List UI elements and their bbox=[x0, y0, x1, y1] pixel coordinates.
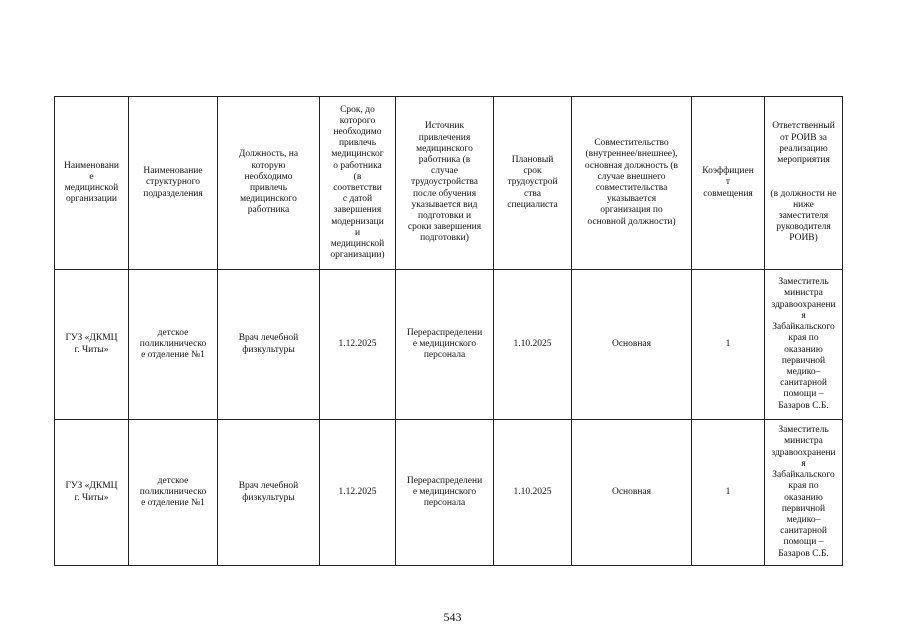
header-cell-source: Источник привлечения медицинского работника (в случае трудоустройства после обучения указывается вид подготовки и сроки завершения подготовки) bbox=[396, 97, 494, 270]
cell-responsible: Заместитель министра здравоохранени я Забайкальского края по оказанию первичной медико– санитарной помощи – Базаров С.Б. bbox=[765, 420, 843, 566]
cell-department: детское поликлиническо е отделение №1 bbox=[129, 270, 218, 420]
cell-coefficient: 1 bbox=[692, 420, 765, 566]
header-cell-department: Наименование структурного подразделения bbox=[129, 97, 218, 270]
cell-source: Перераспределени е медицинского персонала bbox=[396, 270, 494, 420]
header-cell-deadline: Срок, до которого необходимо привлечь медицинског о работника (в соответстви с датой завершения модернизаци и медицинской организации) bbox=[320, 97, 396, 270]
page-number: 543 bbox=[443, 610, 462, 624]
header-cell-organization: Наименовани е медицинской организации bbox=[55, 97, 129, 270]
header-cell-coefficient: Коэффициен т совмещения bbox=[692, 97, 765, 270]
staffing-table bbox=[54, 96, 843, 566]
header-cell-planned-date: Плановый срок трудоустрой ства специалиста bbox=[494, 97, 572, 270]
header-row bbox=[55, 97, 843, 270]
cell-position: Врач лечебной физкультуры bbox=[218, 420, 320, 566]
header-cell-position: Должность, на которую необходимо привлечь медицинского работника bbox=[218, 97, 320, 270]
cell-deadline: 1.12.2025 bbox=[320, 420, 396, 566]
cell-coefficient: 1 bbox=[692, 270, 765, 420]
table-row bbox=[55, 420, 843, 566]
cell-combination: Основная bbox=[572, 270, 692, 420]
cell-deadline: 1.12.2025 bbox=[320, 270, 396, 420]
cell-position: Врач лечебной физкультуры bbox=[218, 270, 320, 420]
cell-organization: ГУЗ «ДКМЦ г. Читы» bbox=[55, 270, 129, 420]
cell-combination: Основная bbox=[572, 420, 692, 566]
cell-department: детское поликлиническо е отделение №1 bbox=[129, 420, 218, 566]
cell-source: Перераспределени е медицинского персонала bbox=[396, 420, 494, 566]
header-cell-combination: Совместительство (внутреннее/внешнее), основная должность (в случае внешнего совместительства указывается организация по основной должности) bbox=[572, 97, 692, 270]
cell-planned-date: 1.10.2025 bbox=[494, 420, 572, 566]
header-cell-responsible: Ответственный от РОИВ за реализацию мероприятия (в должности не ниже заместителя руководителя РОИВ) bbox=[765, 97, 843, 270]
table-row bbox=[55, 270, 843, 420]
cell-responsible: Заместитель министра здравоохранени я Забайкальского края по оказанию первичной медико– санитарной помощи – Базаров С.Б. bbox=[765, 270, 843, 420]
cell-organization: ГУЗ «ДКМЦ г. Читы» bbox=[55, 420, 129, 566]
cell-planned-date: 1.10.2025 bbox=[494, 270, 572, 420]
